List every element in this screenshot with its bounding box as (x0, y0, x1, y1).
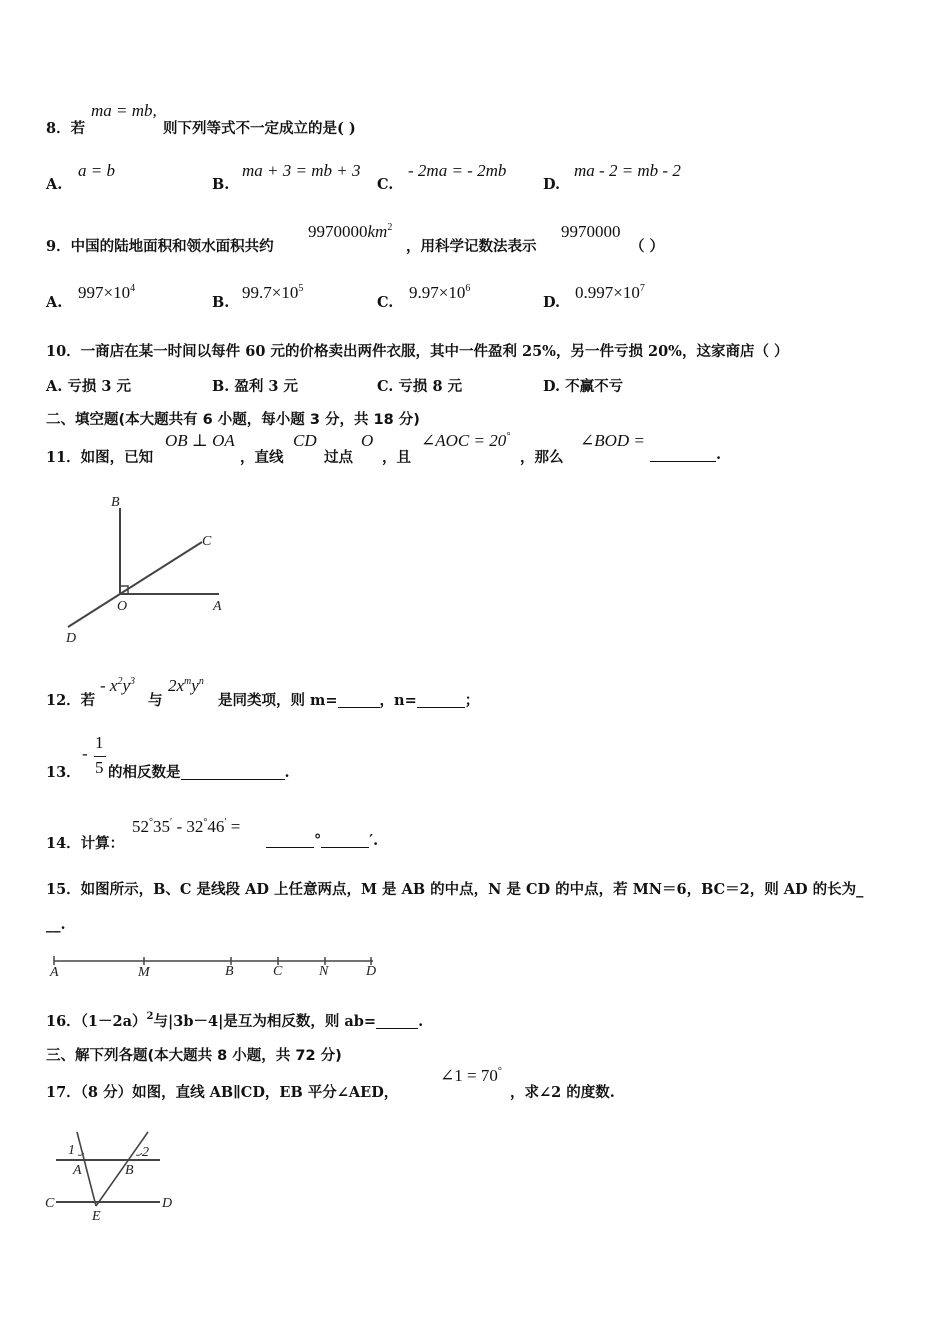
q11-answer-blank: . (650, 446, 721, 463)
q15-label-n: N (319, 964, 329, 979)
q9-option-a: $997\times 10^4$ (78, 283, 136, 302)
q15-label-a: A (50, 965, 59, 980)
q9-option-c-letter: C. (377, 294, 394, 311)
q8-option-a-letter: A. (46, 176, 63, 193)
q11-label-c: C (202, 534, 212, 549)
q17-figure (40, 1128, 190, 1228)
q10-option-b: B. 盈利 3 元 (212, 378, 299, 395)
q9-stem-tail: （ ） (630, 238, 665, 255)
q17-angle-1: ∠1 = 70° (440, 1066, 502, 1085)
q8-stem: 则下列等式不一定成立的是( ) (163, 120, 356, 137)
q14-answer-blanks: ° ′. (266, 832, 378, 849)
q11-angle-bod: ∠BOD = (580, 431, 645, 450)
q17-tail: ，求∠2 的度数. (510, 1084, 615, 1101)
q10-stem: 10．一商店在某一时间以每件 60 元的价格卖出两件衣服，其中一件盈利 25%，另一件亏损 20%，这家商店（ ） (46, 343, 789, 360)
q8-option-d-letter: D. (543, 176, 561, 193)
q11-label-d: D (66, 631, 77, 646)
q8-option-c: - 2ma = - 2mb (408, 161, 507, 180)
q9-area-value: $9970000km^2$ (308, 222, 393, 241)
q8-option-b: ma + 3 = mb + 3 (242, 161, 361, 180)
q11-label-o: O (117, 599, 128, 614)
q11-text-through: 过点 (324, 449, 353, 466)
q12-text-with: 与 (148, 692, 163, 709)
q8-option-c-letter: C. (377, 176, 394, 193)
q17-label-e: E (92, 1209, 101, 1224)
q9-option-b-letter: B. (212, 294, 230, 311)
q11-label-a: A (213, 599, 222, 614)
q11-figure (55, 490, 245, 650)
q12-lead: 12．若 (46, 692, 96, 709)
q10-option-a: A. 亏损 3 元 (46, 378, 132, 395)
q15-segment-figure (45, 952, 390, 982)
q11-text-line: ，直线 (240, 449, 284, 466)
q13-sign: - (82, 744, 88, 763)
section-heading-fill-in: 二、填空题(本大题共有 6 小题，每小题 3 分，共 18 分) (46, 412, 420, 428)
q12-answer-line: 是同类项，则 m= ，n= ； (218, 692, 480, 709)
q17-label-2: 2 (142, 1145, 149, 1160)
q12-term2: $2x^my^n$ (168, 676, 204, 695)
q15-label-d: D (366, 964, 377, 979)
q11-lead: 11．如图，已知 (46, 449, 154, 466)
q9-stem-mid: ，用科学记数法表示 (406, 238, 537, 255)
q9-option-c: $9.97\times 10^6$ (409, 283, 471, 302)
q15-label-m: M (138, 965, 150, 980)
q9-option-b: $99.7\times 10^5$ (242, 283, 304, 302)
q15-stem: 15．如图所示，B、C 是线段 AD 上任意两点，M 是 AB 的中点，N 是 CD 的中点，若 MN＝6，BC＝2，则 AD 的长为_ (46, 881, 864, 898)
q15-label-c: C (273, 964, 283, 979)
q13-lead: 13． (46, 764, 81, 781)
q12-term1: - $x^2y^3$ (100, 676, 136, 695)
q13-denominator: 5 (95, 758, 104, 777)
q10-option-c: C. 亏损 8 元 (377, 378, 463, 395)
q17-label-c: C (45, 1196, 55, 1211)
q9-option-a-letter: A. (46, 294, 63, 311)
q8-option-d: ma - 2 = mb - 2 (574, 161, 681, 180)
q15-stem-continued: __. (46, 916, 66, 933)
q9-stem-lead: 9．中国的陆地面积和领水面积共约 (46, 238, 274, 255)
q14-expression: 52°35′ - 32°46′ = (132, 817, 241, 836)
q11-label-b: B (111, 495, 120, 510)
q13-stem: 的相反数是 . (108, 764, 290, 781)
q8-option-b-letter: B. (212, 176, 230, 193)
q10-option-d: D. 不赢不亏 (543, 378, 624, 395)
q17-label-a: A (73, 1163, 82, 1178)
q8-number: 8．若 (46, 120, 86, 137)
q11-text-then: ，那么 (520, 449, 564, 466)
q11-cd: CD (293, 431, 317, 450)
q9-option-d-letter: D. (543, 294, 561, 311)
q14-lead: 14．计算： (46, 835, 125, 852)
q17-lead: 17．（8 分）如图，直线 AB∥CD，EB 平分∠AED， (46, 1084, 399, 1101)
q9-number: 9970000 (561, 222, 621, 241)
q16-stem: 16．$(1-2a)^2$与|3b－4|是互为相反数，则 ab= . (46, 1011, 424, 1030)
q8-option-a: a = b (78, 161, 115, 180)
q11-perp: OB ⊥ OA (165, 431, 235, 450)
q17-label-d: D (162, 1196, 173, 1211)
q11-angle-aoc: ∠AOC = 20° (421, 431, 511, 450)
q13-numerator: 1 (95, 733, 104, 752)
q15-label-b: B (225, 964, 234, 979)
q9-option-d: $0.997\times 10^7$ (575, 283, 645, 302)
q17-label-b: B (125, 1163, 134, 1178)
q17-label-1: 1 (68, 1143, 75, 1158)
q11-o: O (361, 431, 374, 450)
q11-text-and: ，且 (382, 449, 411, 466)
q8-condition: ma = mb, (91, 101, 157, 120)
section-heading-solve: 三、解下列各题(本大题共 8 小题，共 72 分) (46, 1048, 342, 1064)
